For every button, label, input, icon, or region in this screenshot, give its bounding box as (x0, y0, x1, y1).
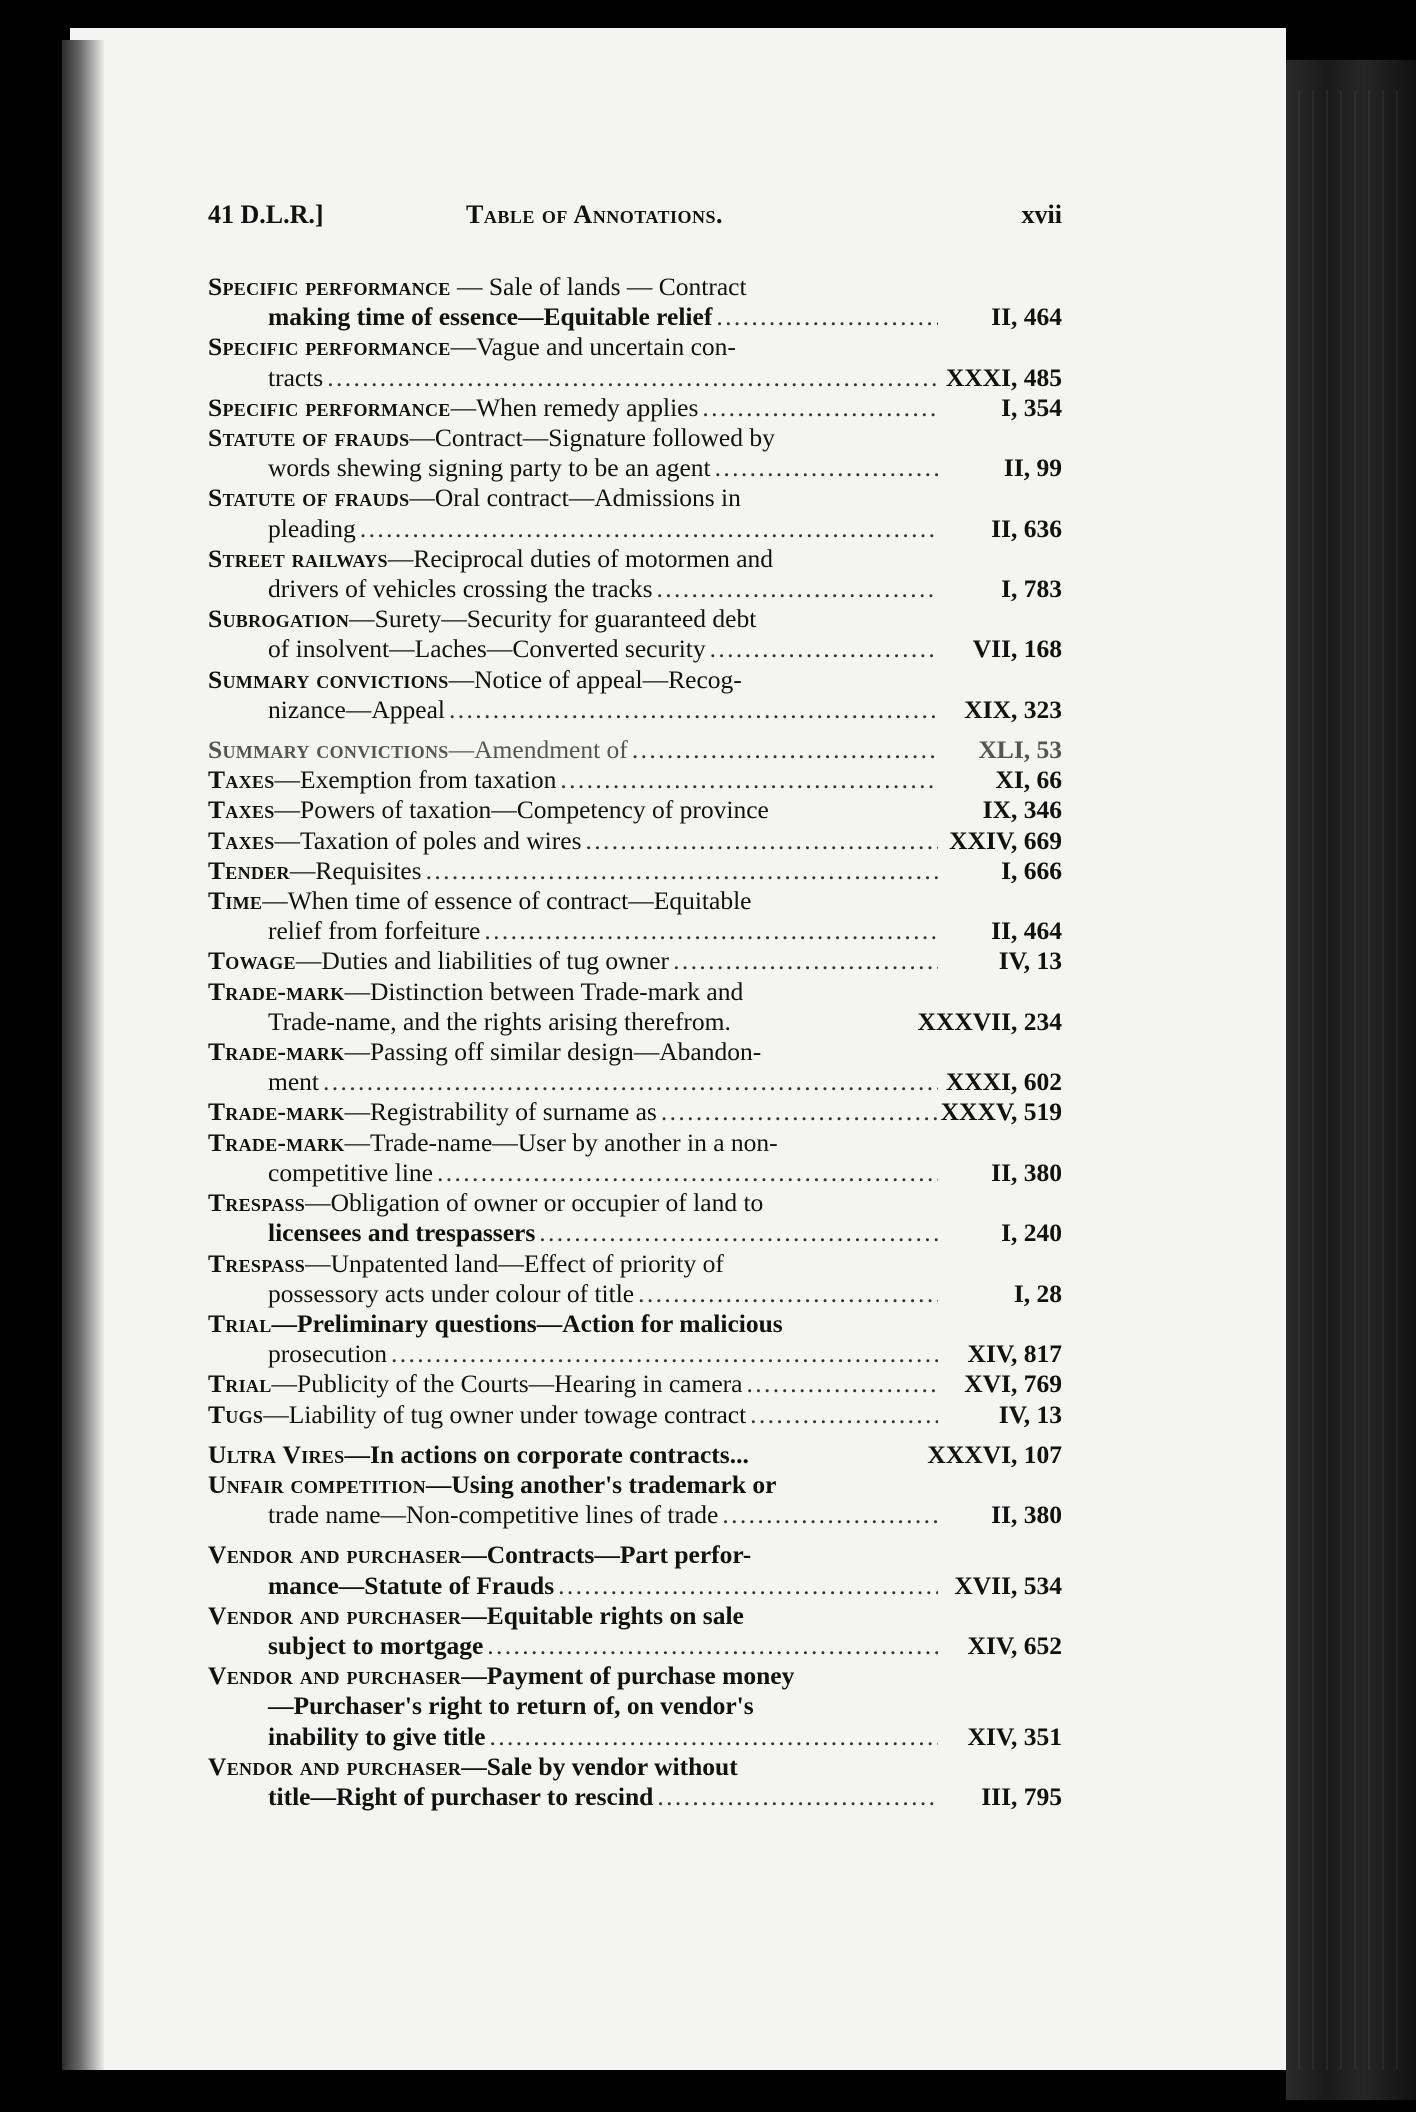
volume-page-reference: XIV, 652 (967, 1630, 1062, 1660)
entry-text: —Vague and uncertain con- (450, 332, 736, 362)
entry-heading: Statute of frauds (208, 483, 410, 513)
entry-text: —Obligation of owner or occupier of land to (305, 1188, 764, 1218)
entry-heading: Trial (208, 1308, 272, 1338)
entry-heading: Specific performance (208, 392, 451, 422)
entry-text: —Distinction between Trade-mark and (344, 976, 744, 1006)
entry-text: possessory acts under colour of title (268, 1278, 635, 1308)
entry-text: licensees and trespassers (268, 1218, 536, 1248)
entry-text: inability to give title (268, 1721, 486, 1751)
dot-leader (437, 1158, 938, 1188)
annotation-entry (208, 332, 1062, 392)
entry-text: —Unpatented land—Effect of priority of (305, 1248, 724, 1278)
entry-text: —Taxation of poles and wires (274, 825, 582, 855)
entry-continuation-line (208, 1631, 1062, 1661)
volume-page-reference: I, 354 (1001, 392, 1062, 422)
entry-text: —Trade-name—User by another in a non- (344, 1127, 778, 1157)
page-title: Table of Annotations. (466, 200, 724, 229)
volume-page-reference: I, 28 (1013, 1278, 1062, 1308)
annotation-entry (208, 393, 1062, 423)
entry-heading: Unfair competition (208, 1469, 426, 1499)
entry-first-line (208, 665, 1062, 695)
entry-text: —When time of essence of contract—Equitable (262, 886, 752, 916)
volume-page-reference: XXXI, 485 (945, 362, 1062, 392)
entry-first-line (208, 423, 1062, 453)
annotation-entry (208, 1470, 1062, 1530)
entry-continuation-line (208, 1691, 1062, 1721)
book-page-edge-lines (1298, 90, 1402, 2070)
entry-continuation-line (208, 302, 1062, 332)
annotation-entry (208, 1601, 1062, 1661)
dot-leader (702, 393, 938, 423)
entry-heading: Vendor and purchaser (208, 1540, 462, 1570)
entry-heading: Taxes (208, 825, 275, 855)
entry-first-line (208, 1752, 1062, 1782)
entry-text: mance—Statute of Frauds (268, 1570, 555, 1600)
annotation-entry (208, 886, 1062, 946)
volume-page-reference: IV, 13 (998, 946, 1062, 976)
entry-first-line (208, 1470, 1062, 1500)
entry-heading: Towage (208, 946, 296, 976)
annotation-entry (208, 1440, 1062, 1470)
entry-text: —Publicity of the Courts—Hearing in camera (271, 1369, 743, 1399)
volume-page-reference: IX, 346 (982, 795, 1062, 825)
entry-text: —Amendment of (448, 735, 628, 765)
volume-page-reference: XI, 66 (995, 765, 1062, 795)
entry-first-line (208, 393, 1062, 423)
entry-text: ment (268, 1067, 319, 1097)
entry-continuation-line (208, 916, 1062, 946)
entry-continuation-line (208, 1007, 1062, 1037)
dot-leader (657, 1782, 938, 1812)
entry-text: prosecution (268, 1339, 387, 1369)
dot-leader (673, 946, 938, 976)
entry-first-line (208, 977, 1062, 1007)
entry-continuation-line (208, 1782, 1062, 1812)
page-number: xvii (1021, 200, 1062, 229)
entry-first-line (208, 735, 1062, 765)
entry-first-line (208, 1249, 1062, 1279)
entry-first-line (208, 1400, 1062, 1430)
volume-page-reference: XIX, 323 (964, 694, 1062, 724)
dot-leader (746, 1369, 938, 1399)
volume-page-reference: II, 99 (1003, 453, 1062, 483)
entry-text: —Passing off similar design—Abandon- (344, 1037, 762, 1067)
entry-text: nizance—Appeal (268, 694, 445, 724)
entry-first-line (208, 544, 1062, 574)
entry-text: —Oral contract—Admissions in (409, 483, 741, 513)
annotation-entry (208, 795, 1062, 825)
annotation-entry (208, 1037, 1062, 1097)
entry-heading: Taxes (208, 765, 275, 795)
entry-text: —Reciprocal duties of motormen and (387, 543, 774, 573)
volume-page-reference: XXXVII, 234 (917, 1006, 1062, 1036)
volume-page-reference: II, 636 (991, 513, 1062, 543)
entry-heading: Vendor and purchaser (208, 1751, 462, 1781)
entry-first-line (208, 1097, 1062, 1127)
entry-heading: Trespass (208, 1248, 306, 1278)
volume-page-reference: I, 240 (1001, 1218, 1062, 1248)
entry-first-line (208, 1440, 1062, 1470)
volume-page-reference: I, 666 (1001, 855, 1062, 885)
annotation-entry (208, 1128, 1062, 1188)
annotation-entry (208, 977, 1062, 1037)
entry-first-line (208, 332, 1062, 362)
entry-first-line (208, 826, 1062, 856)
volume-label: 41 D.L.R.] (208, 200, 324, 229)
entry-heading: Trial (208, 1369, 272, 1399)
entry-text: Trade-name, and the rights arising therefrom. (268, 1006, 731, 1036)
dot-leader (327, 363, 938, 393)
volume-page-reference: I, 783 (1001, 574, 1062, 604)
entry-first-line (208, 886, 1062, 916)
entry-first-line (208, 765, 1062, 795)
entry-text: title—Right of purchaser to rescind (268, 1781, 654, 1811)
annotation-entry (208, 483, 1062, 543)
page-gutter-shadow (62, 40, 104, 2070)
volume-page-reference: XXXVI, 107 (927, 1439, 1062, 1469)
entry-text: —Exemption from taxation (274, 765, 557, 795)
entry-text: —Equitable rights on sale (461, 1600, 744, 1630)
running-head (208, 200, 1062, 240)
entry-heading: Ultra Vires (208, 1439, 345, 1469)
entry-continuation-line (208, 1571, 1062, 1601)
volume-page-reference: II, 380 (991, 1500, 1062, 1530)
entry-text: —Duties and liabilities of tug owner (295, 946, 670, 976)
entry-heading: Specific performance (208, 332, 451, 362)
annotation-entry (208, 1188, 1062, 1248)
entry-heading: Vendor and purchaser (208, 1661, 462, 1691)
entry-text: —Notice of appeal—Recog- (448, 664, 742, 694)
volume-page-reference: XIV, 817 (967, 1339, 1062, 1369)
entry-first-line (208, 1037, 1062, 1067)
entry-heading: Vendor and purchaser (208, 1600, 462, 1630)
annotation-entry (208, 1309, 1062, 1369)
entry-text: —In actions on corporate contracts... (344, 1439, 749, 1469)
entry-continuation-line (208, 695, 1062, 725)
dot-leader (426, 856, 938, 886)
entry-text: —Registrability of surname as (344, 1097, 657, 1127)
entry-text: tracts (268, 362, 324, 392)
annotation-entry (208, 604, 1062, 664)
dot-leader (449, 695, 938, 725)
volume-page-reference: XXXI, 602 (945, 1067, 1062, 1097)
entry-heading: Time (208, 886, 263, 916)
scan-left-border (0, 0, 62, 2112)
dot-leader (716, 302, 938, 332)
entry-heading: Specific performance (208, 272, 451, 301)
annotation-entry (208, 826, 1062, 856)
entry-text: —Surety—Security for guaranteed debt (349, 604, 757, 634)
volume-page-reference: XXIV, 669 (949, 825, 1062, 855)
dot-leader (484, 916, 938, 946)
dot-leader (323, 1067, 938, 1097)
annotation-entry (208, 1400, 1062, 1430)
entry-first-line (208, 1309, 1062, 1339)
entry-heading: Trade-mark (208, 1097, 345, 1127)
entry-text: — Sale of lands — Contract (450, 272, 747, 301)
volume-page-reference: VII, 168 (972, 634, 1062, 664)
entry-text: —Sale by vendor without (461, 1751, 738, 1781)
entry-heading: Trade-mark (208, 1127, 345, 1157)
entry-text: —Purchaser's right to return of, on vendor's (268, 1691, 754, 1721)
annotation-entry (208, 1540, 1062, 1600)
entry-continuation-line (208, 1722, 1062, 1752)
entry-continuation-line (208, 514, 1062, 544)
entry-text: drivers of vehicles crossing the tracks (268, 574, 653, 604)
annotation-entry (208, 1249, 1062, 1309)
volume-page-reference: II, 464 (991, 302, 1062, 332)
annotations-table (208, 272, 1062, 1812)
entry-first-line (208, 795, 1062, 825)
entry-heading: Tender (208, 855, 290, 885)
dot-leader (539, 1218, 938, 1248)
volume-page-reference: II, 464 (991, 916, 1062, 946)
dot-leader (657, 574, 938, 604)
dot-leader (487, 1631, 938, 1661)
entry-heading: Street railways (208, 543, 388, 573)
entry-continuation-line (208, 634, 1062, 664)
entry-text: pleading (268, 513, 356, 543)
entry-continuation-line (208, 1067, 1062, 1097)
entry-text: subject to mortgage (268, 1630, 484, 1660)
dot-leader (632, 735, 938, 765)
entry-heading: Trade-mark (208, 1037, 345, 1067)
volume-page-reference: XIV, 351 (967, 1721, 1062, 1751)
dot-leader (722, 1500, 938, 1530)
entry-first-line (208, 1601, 1062, 1631)
annotation-entry (208, 272, 1062, 332)
entry-continuation-line (208, 574, 1062, 604)
entry-first-line (208, 604, 1062, 634)
volume-page-reference: XVI, 769 (964, 1369, 1062, 1399)
annotation-entry (208, 1369, 1062, 1399)
annotation-entry (208, 946, 1062, 976)
entry-continuation-line (208, 363, 1062, 393)
annotation-entry (208, 544, 1062, 604)
entry-text: of insolvent—Laches—Converted security (268, 634, 706, 664)
entry-heading: Subrogation (208, 604, 350, 634)
entry-first-line (208, 483, 1062, 513)
entry-continuation-line (208, 1339, 1062, 1369)
dot-leader (661, 1097, 937, 1127)
entry-first-line (208, 1369, 1062, 1399)
entry-heading: Summary convictions (208, 735, 449, 765)
dot-leader (750, 1400, 938, 1430)
entry-text: —Powers of taxation—Competency of province (274, 795, 769, 825)
volume-page-reference: XXXV, 519 (940, 1097, 1062, 1127)
entry-text: trade name—Non-competitive lines of trade (268, 1500, 719, 1530)
dot-leader (558, 1571, 938, 1601)
entry-text: —Payment of purchase money (461, 1661, 795, 1691)
entry-first-line (208, 1188, 1062, 1218)
entry-text: —Using another's trademark or (425, 1469, 777, 1499)
entry-heading: Tugs (208, 1399, 264, 1429)
volume-page-reference: IV, 13 (998, 1399, 1062, 1429)
entry-first-line (208, 946, 1062, 976)
entry-heading: Trespass (208, 1188, 306, 1218)
dot-leader (638, 1279, 938, 1309)
entry-heading: Summary convictions (208, 664, 449, 694)
entry-text: —When remedy applies (450, 392, 699, 422)
annotation-entry (208, 1097, 1062, 1127)
dot-leader (586, 826, 938, 856)
entry-continuation-line (208, 1218, 1062, 1248)
entry-first-line (208, 1540, 1062, 1570)
entry-heading: Statute of frauds (208, 423, 410, 453)
entry-text: —Contracts—Part perfor- (461, 1540, 752, 1570)
entry-continuation-line (208, 1158, 1062, 1188)
entry-first-line (208, 1661, 1062, 1691)
entry-heading: Taxes (208, 795, 275, 825)
volume-page-reference: XVII, 534 (954, 1570, 1062, 1600)
dot-leader (715, 453, 938, 483)
entry-continuation-line (208, 453, 1062, 483)
annotation-entry (208, 765, 1062, 795)
entry-text: competitive line (268, 1157, 433, 1187)
entry-first-line (208, 1128, 1062, 1158)
annotation-entry (208, 665, 1062, 725)
dot-leader (391, 1339, 938, 1369)
dot-leader (489, 1722, 938, 1752)
annotation-entry (208, 735, 1062, 765)
dot-leader (710, 634, 938, 664)
annotation-entry (208, 1752, 1062, 1812)
annotation-entry (208, 423, 1062, 483)
dot-leader (560, 765, 938, 795)
entry-text: words shewing signing party to be an agent (268, 453, 711, 483)
entry-text: —Contract—Signature followed by (409, 423, 775, 453)
entry-text: relief from forfeiture (268, 916, 481, 946)
annotation-entry (208, 1661, 1062, 1752)
volume-page-reference: III, 795 (981, 1781, 1062, 1811)
entry-heading: Trade-mark (208, 976, 345, 1006)
entry-first-line (208, 272, 1062, 302)
entry-text: —Preliminary questions—Action for malicious (271, 1308, 783, 1338)
volume-page-reference: II, 380 (991, 1157, 1062, 1187)
entry-text: —Requisites (289, 855, 422, 885)
entry-continuation-line (208, 1500, 1062, 1530)
annotation-entry (208, 856, 1062, 886)
entry-text: —Liability of tug owner under towage contract (263, 1399, 747, 1429)
volume-page-reference: XLI, 53 (978, 735, 1062, 765)
entry-first-line (208, 856, 1062, 886)
entry-continuation-line (208, 1279, 1062, 1309)
dot-leader (360, 514, 938, 544)
entry-text: making time of essence—Equitable relief (268, 302, 713, 332)
